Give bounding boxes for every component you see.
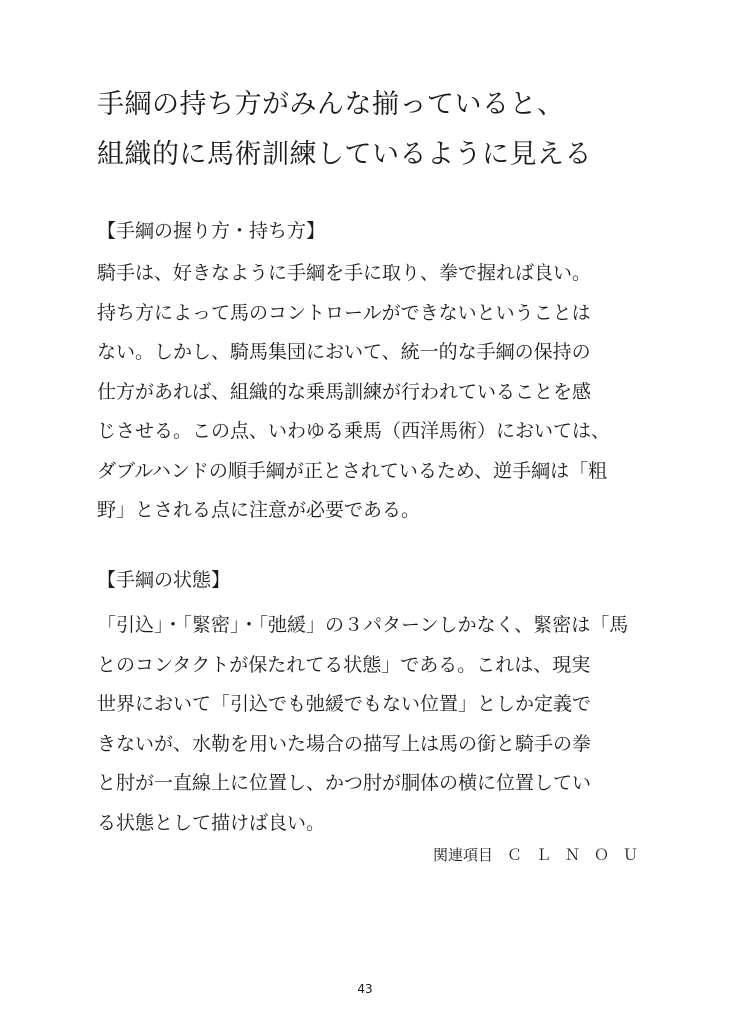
body-line: 「引込」・「緊密」・「弛緩」の３パターンしかなく、緊密は「馬 (97, 614, 629, 636)
body-line: 世界において「引込でも弛緩でもない位置」としか定義で (97, 693, 592, 715)
related-label: 関連項目 (433, 846, 494, 864)
body-line: きないが、水勒を用いた場合の描写上は馬の銜と騎手の拳 (97, 732, 592, 755)
related-items (433, 845, 652, 865)
body-line: 持ち方によって馬のコントロールができないということは (97, 301, 591, 324)
related-codes: ＣＬＮＯＵ (507, 846, 653, 864)
body-line: ダブルハンドの順手綱が正とされているため、逆手綱は「粗 (97, 459, 608, 482)
body-line: 仕方があれば、組織的な乗馬訓練が行われていることを感 (97, 380, 592, 403)
title-line: 手綱の持ち方がみんな揃っていると、 (97, 89, 565, 120)
body-line: る状態として描けば良い。 (97, 811, 326, 834)
page-number: 43 (357, 982, 373, 996)
section-heading-state: 【手綱の状態】 (97, 569, 231, 591)
body-line: じさせる。この点、いわゆる乗馬（西洋馬術）においては、 (97, 420, 611, 442)
section-heading-grip: 【手綱の握り方・持ち方】 (97, 220, 326, 242)
body-line: 騎手は、好きなように手綱を手に取り、拳で握れば良い。 (97, 262, 592, 284)
body-line: とのコンタクトが保たれてる状態」である。これは、現実 (97, 653, 591, 676)
body-line: ない。しかし、騎馬集団において、統一的な手綱の保持の (97, 341, 591, 363)
section-body-grip (97, 254, 657, 531)
section-body-state (97, 606, 657, 843)
page-title (97, 80, 657, 180)
body-line: と肘が一直線上に位置し、かつ肘が胴体の横に位置してい (97, 772, 592, 794)
body-line: 野」とされる点に注意が必要である。 (97, 499, 421, 521)
title-line: 組織的に馬術訓練しているように見える (97, 139, 592, 170)
